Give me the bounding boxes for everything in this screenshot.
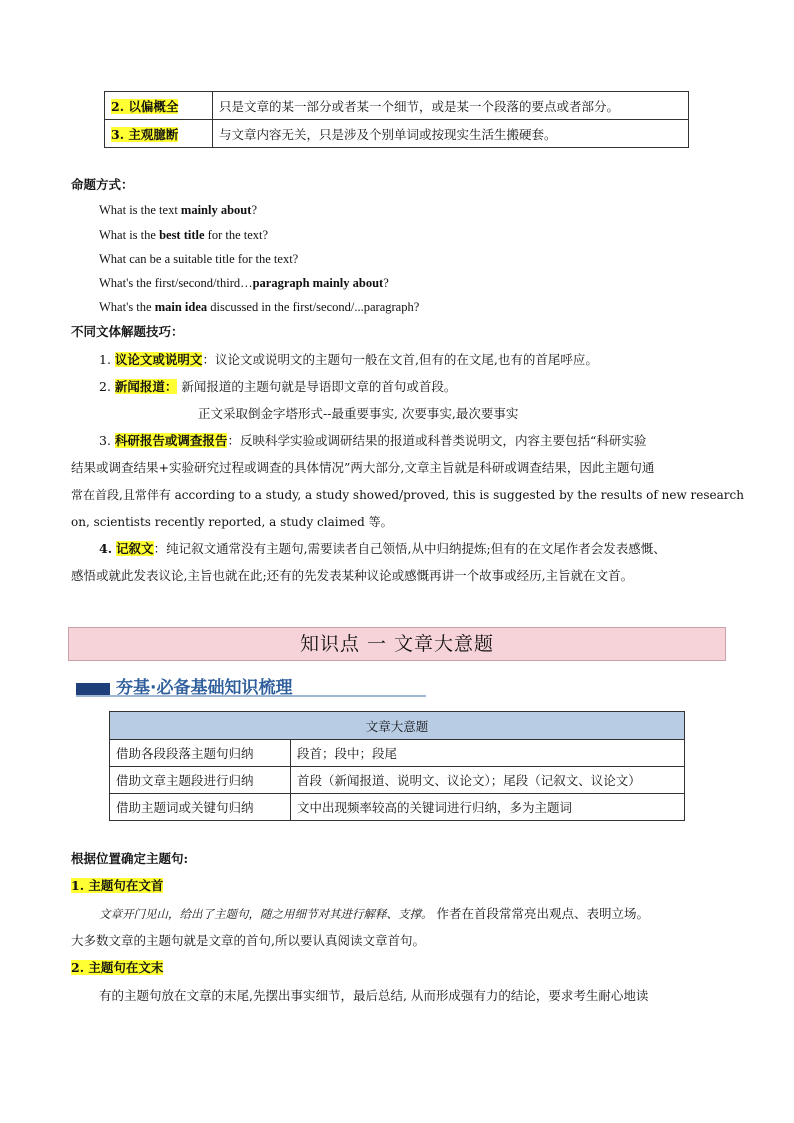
table-cell: 文中出现频率较高的关键词进行归纳，多为主题词 (291, 794, 685, 821)
position-2-line: 有的主题句放在文章的末尾,先摆出事实细节，最后总结, 从而形成强有力的结论，要求考生耐心地读 (99, 988, 649, 1003)
table-header: 文章大意题 (110, 712, 685, 740)
table-row (110, 767, 685, 794)
table-cell: 段首；段中；段尾 (291, 740, 685, 767)
technique-2-sub: 正文采取倒金字塔形式--最重要事实, 次要事实,最次要事实 (198, 406, 519, 421)
technique-3-line: on, scientists recently reported, a study claimed 等。 (71, 515, 393, 529)
table-cell: 借助主题词或关键句归纳 (110, 794, 291, 821)
technique-3: 3. 科研报告或调查报告：反映科学实验或调研结果的报道或科普类说明文，内容主要包括“科研实验 (99, 433, 647, 448)
knowledge-table (109, 711, 685, 821)
technique-3-line: 结果或调查结果+实验研究过程或调查的具体情况”两大部分,文章主旨就是科研或调查结果，因此主题句通 (71, 460, 655, 475)
section-heading-text: 夯基·必备基础知识梳理 (116, 678, 293, 698)
technique-4-line: 感悟或就此发表议论,主旨也就在此;还有的先发表某种议论或感慨再讲一个故事或经历,主旨就在文首。 (71, 568, 634, 583)
position-1-line: 大多数文章的主题句就是文章的首句,所以要认真阅读文章首句。 (71, 933, 425, 948)
position-1-label: 1. 主题句在文首 (71, 878, 164, 893)
table-cell-desc: 只是文章的某一部分或者某一个细节，或是某一个段落的要点或者部分。 (213, 92, 689, 120)
table-header-row (110, 712, 685, 740)
technique-4: 4. 记叙文：纯记叙文通常没有主题句,需要读者自己领悟,从中归纳提炼;但有的在文尾作者会发表感慨、 (99, 541, 666, 556)
question-form-item: What's the main idea discussed in the first/second/...paragraph? (99, 300, 420, 314)
table-cell-label: 3. 主观臆断 (105, 120, 213, 148)
error-type-table (104, 91, 689, 148)
table-row (105, 92, 689, 120)
question-form-item: What's the first/second/third…paragraph mainly about? (99, 276, 389, 290)
section-heading (76, 673, 426, 699)
table-cell-desc: 与文章内容无关，只是涉及个别单词或按现实生活生搬硬套。 (213, 120, 689, 148)
table-cell: 借助各段段落主题句归纳 (110, 740, 291, 767)
table-cell: 首段（新闻报道、说明文、议论文）；尾段（记叙文、议论文） (291, 767, 685, 794)
table-row (110, 794, 685, 821)
question-form-item: What is the text mainly about? (99, 203, 257, 217)
question-form-item: What is the best title for the text? (99, 228, 269, 242)
question-forms-heading: 命题方式： (71, 177, 134, 192)
technique-1: 1. 议论文或说明文：议论文或说明文的主题句一般在文首,但有的在文尾,也有的首尾呼应。 (99, 352, 598, 367)
techniques-heading: 不同文体解题技巧： (71, 324, 184, 339)
position-heading: 根据位置确定主题句: (71, 851, 189, 866)
table-cell: 借助文章主题段进行归纳 (110, 767, 291, 794)
question-form-item: What can be a suitable title for the text? (99, 252, 299, 266)
table-row (110, 740, 685, 767)
position-1-line: 文章开门见山，给出了主题句，随之用细节对其进行解释、支撑。 作者在首段常常亮出观点、表明立场。 (99, 906, 649, 921)
technique-2: 2. 新闻报道： 新闻报道的主题句就是导语即文章的首句或首段。 (99, 379, 457, 394)
technique-3-line: 常在首段,且常伴有 according to a study, a study showed/proved, this is suggested by the results of new research (71, 488, 744, 502)
table-cell-label: 2. 以偏概全 (105, 92, 213, 120)
knowledge-point-banner: 知识点 一 文章大意题 (68, 627, 726, 661)
position-2-label: 2. 主题句在文末 (71, 960, 164, 975)
table-row (105, 120, 689, 148)
